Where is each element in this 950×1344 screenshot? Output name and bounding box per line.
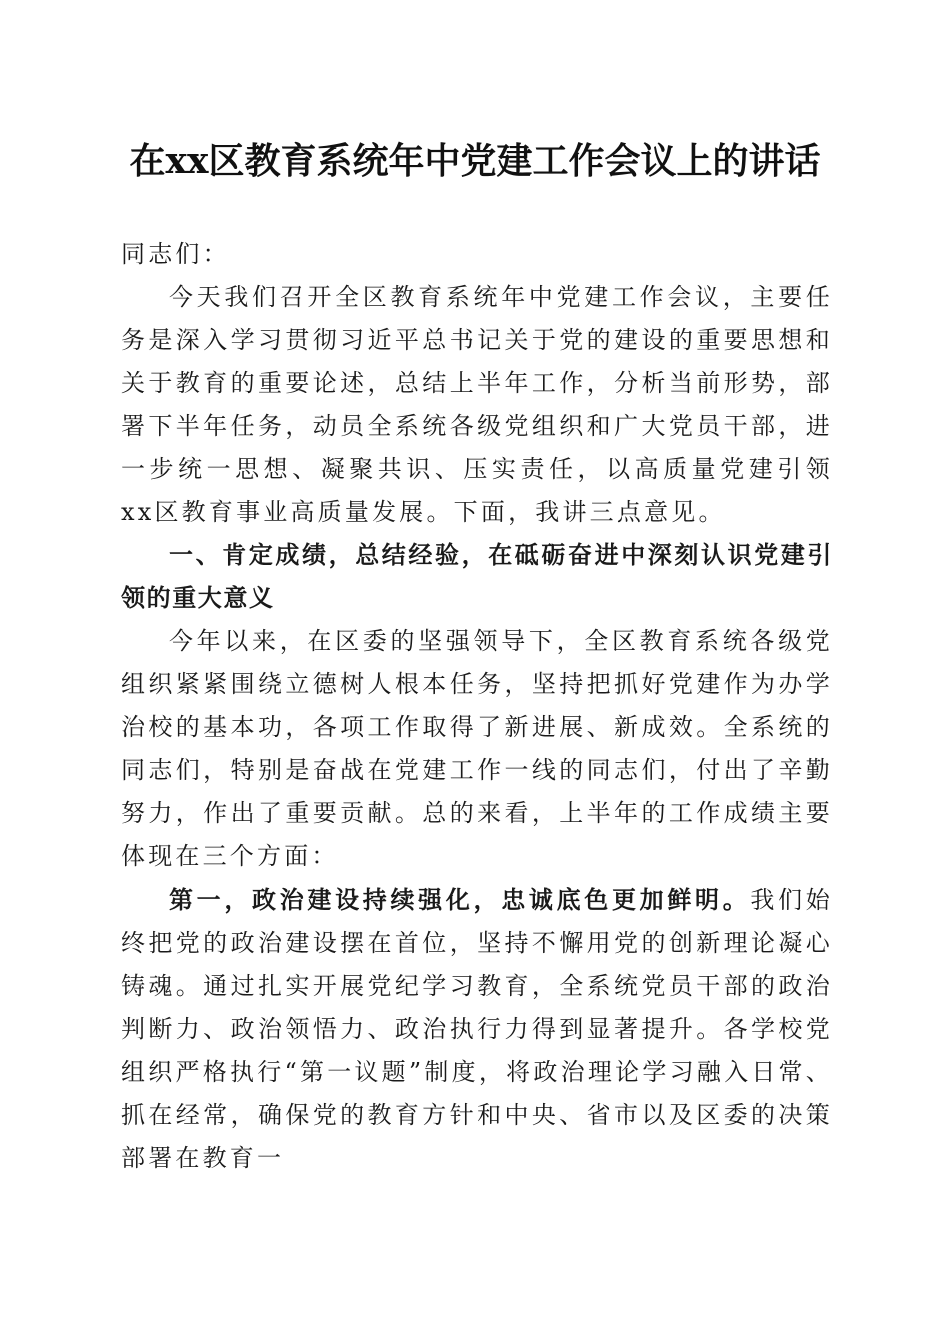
- salutation: 同志们：: [121, 240, 230, 268]
- point-1-body: 我们始终把党的政治建设摆在首位，坚持不懈用党的创新理论凝心铸魂。通过扎实开展党纪学习教育，全系统党员干部的政治判断力、政治领悟力、政治执行力得到显著提升。各学校党组织严格执行“第一议题”制度，将政治理论学习融入日常、抓在经常，确保党的教育方针和中央、省市以及区委的决策部署在教育一: [121, 886, 833, 1172]
- document-body: [121, 233, 833, 1180]
- point-1-lead: 第一，政治建设持续强化，忠诚底色更加鲜明。: [169, 885, 751, 914]
- section-heading-1: 一、肯定成绩，总结经验，在砥砺奋进中深刻认识党建引领的重大意义: [121, 541, 833, 612]
- achievements-paragraph: 今年以来，在区委的坚强领导下，全区教育系统各级党组织紧紧围绕立德树人根本任务，坚持把抓好党建作为办学治校的基本功，各项工作取得了新进展、新成效。全系统的同志们，特别是奋战在党建工作一线的同志们，付出了辛勤努力，作出了重要贡献。总的来看，上半年的工作成绩主要体现在三个方面：: [121, 627, 833, 870]
- document-title: 在xx区教育系统年中党建工作会议上的讲话: [129, 140, 821, 182]
- intro-paragraph: 今天我们召开全区教育系统年中党建工作会议，主要任务是深入学习贯彻习近平总书记关于党的建设的重要思想和关于教育的重要论述，总结上半年工作，分析当前形势，部署下半年任务，动员全系统各级党组织和广大党员干部，进一步统一思想、凝聚共识、压实责任，以高质量党建引领xx区教育事业高质量发展。下面，我讲三点意见。: [121, 283, 833, 526]
- point-1-paragraph: [121, 878, 833, 1180]
